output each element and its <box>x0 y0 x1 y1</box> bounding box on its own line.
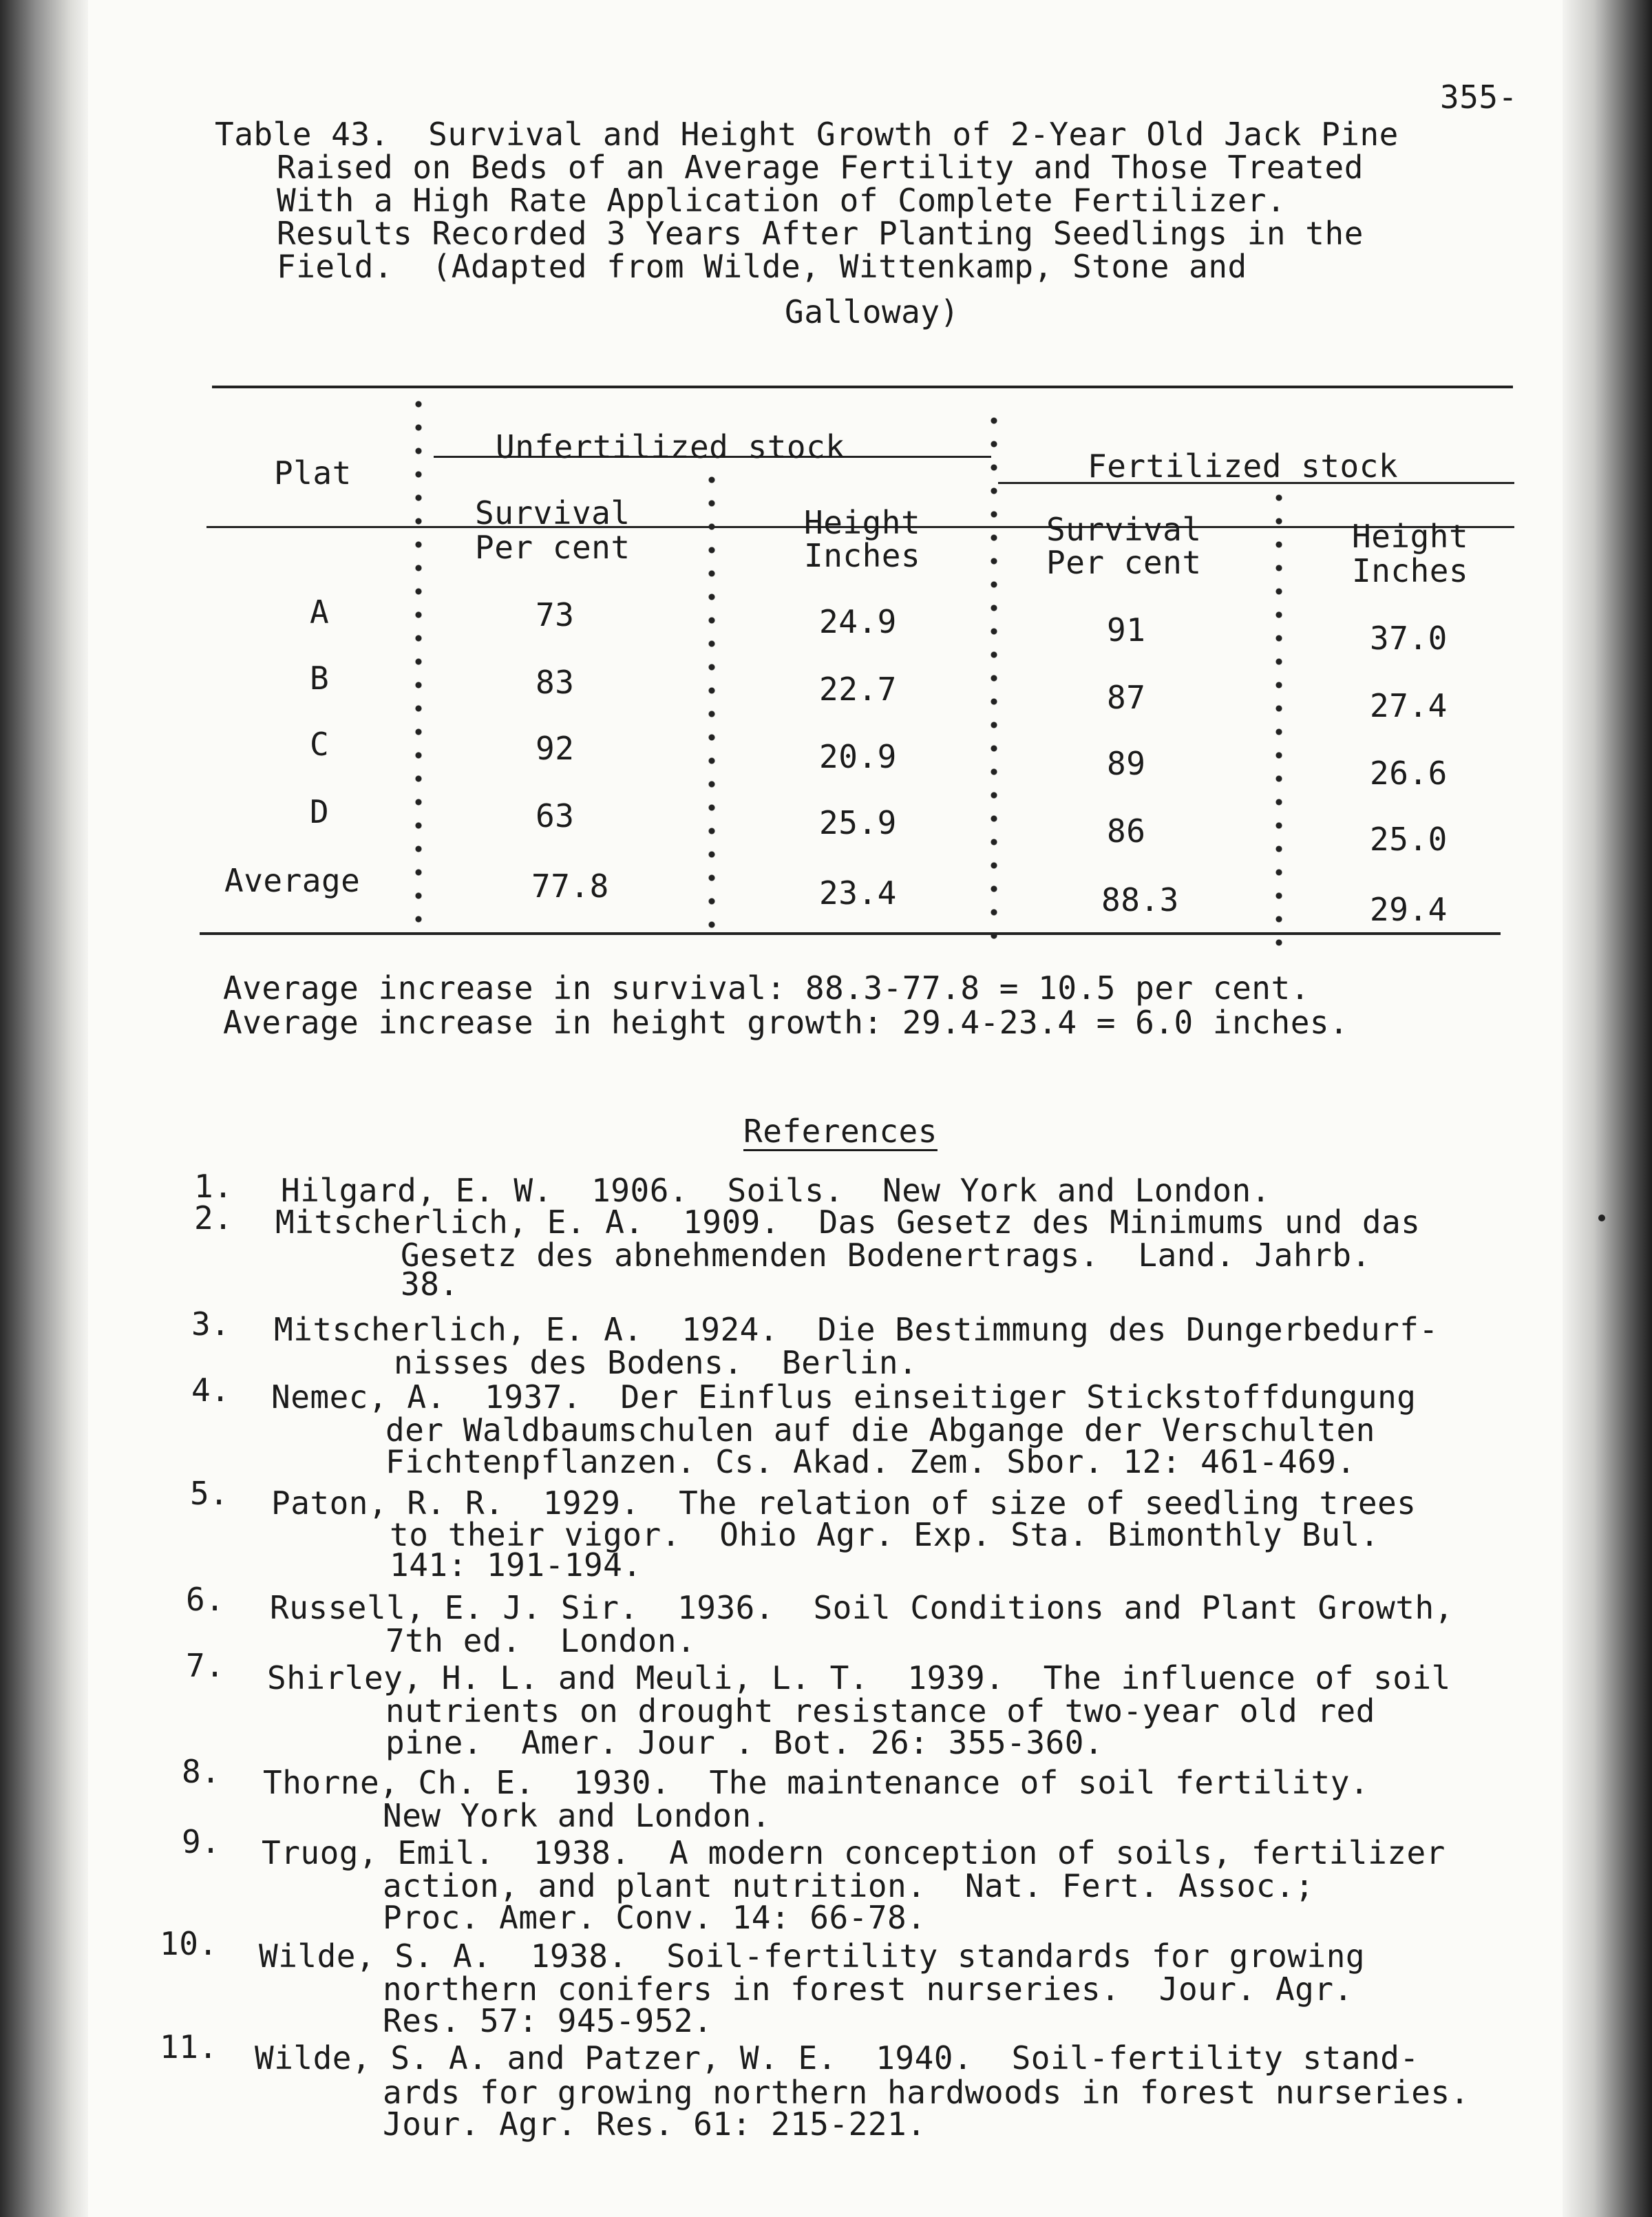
reference-10-line-1: Wilde, S. A. 1938. Soil-fertility standards for growing <box>259 1937 1366 1975</box>
caption-line-4: Results Recorded 3 Years After Planting Seedlings in the <box>277 215 1364 252</box>
header-fert-height: Height <box>1352 518 1469 555</box>
reference-4-line-2: der Waldbaumschulen auf die Abgange der Verschulten <box>385 1411 1375 1449</box>
header-unfert-survival: Survival <box>475 494 631 532</box>
row-a-unfert-survival: 73 <box>536 596 575 633</box>
reference-5-line-1: Paton, R. R. 1929. The relation of size of seedling trees <box>271 1484 1417 1522</box>
header-plat: Plat <box>274 454 352 492</box>
caption-line-2: Raised on Beds of an Average Fertility and Those Treated <box>277 149 1364 186</box>
references-heading: References <box>743 1113 938 1150</box>
reference-9-number: 9. <box>182 1823 221 1860</box>
row-d-fert-height: 25.0 <box>1370 821 1448 858</box>
column-separator <box>414 392 423 932</box>
reference-5-line-2: to their vigor. Ohio Agr. Exp. Sta. Bimonthly Bul. <box>390 1516 1379 1553</box>
row-b-plat: B <box>310 660 330 697</box>
row-d-unfert-height: 25.9 <box>819 804 897 841</box>
reference-10-number: 10. <box>160 1925 218 1962</box>
reference-8-line-1: Thorne, Ch. E. 1930. The maintenance of soil fertility. <box>263 1764 1370 1801</box>
caption-line-6: Galloway) <box>785 293 960 330</box>
reference-8-number: 8. <box>182 1753 221 1790</box>
header-unfert-height: Height <box>804 504 921 541</box>
header-fert-survival: Survival <box>1046 511 1202 548</box>
column-separator <box>708 468 716 932</box>
reference-3-line-1: Mitscherlich, E. A. 1924. Die Bestimmung des Dungerbedurf- <box>274 1311 1439 1348</box>
page-left-shadow <box>0 0 88 2217</box>
row-average-unfert-height: 23.4 <box>819 874 897 912</box>
reference-7-line-3: pine. Amer. Jour . Bot. 26: 355-360. <box>385 1724 1104 1761</box>
header-fertilized-stock: Fertilized stock <box>1088 448 1399 485</box>
reference-7-line-1: Shirley, H. L. and Meuli, L. T. 1939. The influence of soil <box>267 1659 1451 1696</box>
summary-height: Average increase in height growth: 29.4-23.4 = 6.0 inches. <box>223 1004 1349 1041</box>
reference-10-line-2: northern conifers in forest nurseries. Jour. Agr. <box>383 1971 1353 2008</box>
reference-3-line-2: nisses des Bodens. Berlin. <box>394 1344 918 1381</box>
row-a-fert-survival: 91 <box>1107 611 1146 649</box>
table-top-rule <box>212 386 1513 388</box>
header-fert-inches: Inches <box>1352 552 1469 589</box>
reference-9-line-1: Truog, Emil. 1938. A modern conception of soils, fertilizer <box>262 1834 1446 1871</box>
row-b-fert-height: 27.4 <box>1370 687 1448 724</box>
row-b-fert-survival: 87 <box>1107 679 1146 716</box>
row-average-fert-survival: 88.3 <box>1101 881 1179 918</box>
reference-11-line-1: Wilde, S. A. and Patzer, W. E. 1940. Soil-fertility stand- <box>255 2039 1419 2077</box>
column-separator <box>990 409 998 939</box>
column-separator <box>1275 486 1283 946</box>
reference-4-number: 4. <box>191 1372 231 1409</box>
reference-2-line-2: Gesetz des abnehmenden Bodenertrags. Land. Jahrb. <box>401 1237 1371 1274</box>
reference-9-line-2: action, and plant nutrition. Nat. Fert. Assoc.; <box>383 1867 1315 1904</box>
reference-6-number: 6. <box>186 1581 225 1618</box>
row-a-unfert-height: 24.9 <box>819 603 897 640</box>
reference-5-line-3: 141: 191-194. <box>390 1546 642 1584</box>
reference-4-line-1: Nemec, A. 1937. Der Einflus einseitiger Stickstoffdungung <box>271 1378 1417 1416</box>
reference-8-line-2: New York and London. <box>383 1797 771 1834</box>
reference-9-line-3: Proc. Amer. Conv. 14: 66-78. <box>383 1899 926 1936</box>
reference-1-number: 1. <box>194 1168 233 1205</box>
row-c-fert-survival: 89 <box>1107 745 1146 782</box>
row-d-fert-survival: 86 <box>1107 812 1146 850</box>
row-a-fert-height: 37.0 <box>1370 620 1448 657</box>
reference-6-line-2: 7th ed. London. <box>385 1622 697 1659</box>
page-right-shadow <box>1563 0 1652 2217</box>
row-d-plat: D <box>310 793 330 830</box>
row-d-unfert-survival: 63 <box>536 797 575 834</box>
row-b-unfert-height: 22.7 <box>819 671 897 708</box>
row-b-unfert-survival: 83 <box>536 664 575 701</box>
reference-6-line-1: Russell, E. J. Sir. 1936. Soil Conditions and Plant Growth, <box>270 1589 1454 1626</box>
row-average-plat: Average <box>224 862 361 899</box>
reference-2-line-3: 38. <box>401 1265 459 1303</box>
reference-5-number: 5. <box>190 1475 229 1512</box>
table-bottom-rule <box>200 932 1501 935</box>
caption-line-1: Table 43. Survival and Height Growth of 2-Year Old Jack Pine <box>215 116 1399 153</box>
summary-survival: Average increase in survival: 88.3-77.8 = 10.5 per cent. <box>223 969 1310 1007</box>
reference-2-line-1: Mitscherlich, E. A. 1909. Das Gesetz des Minimums und das <box>275 1204 1421 1241</box>
reference-7-number: 7. <box>186 1647 225 1684</box>
row-a-plat: A <box>310 593 330 631</box>
row-average-unfert-survival: 77.8 <box>531 868 609 905</box>
header-unfert-inches: Inches <box>804 537 921 574</box>
page-number: 355- <box>1440 78 1518 116</box>
reference-2-number: 2. <box>194 1199 233 1237</box>
caption-line-5: Field. (Adapted from Wilde, Wittenkamp, Stone and <box>277 248 1247 285</box>
row-c-unfert-height: 20.9 <box>819 738 897 775</box>
row-average-fert-height: 29.4 <box>1370 891 1448 928</box>
caption-line-3: With a High Rate Application of Complete Fertilizer. <box>277 182 1286 219</box>
margin-mark <box>1598 1215 1605 1221</box>
header-fert-percent: Per cent <box>1046 544 1202 581</box>
header-unfert-percent: Per cent <box>475 529 631 566</box>
header-unfertilized-stock: Unfertilized stock <box>496 428 845 465</box>
reference-11-line-3: Jour. Agr. Res. 61: 215-221. <box>383 2105 926 2143</box>
row-c-unfert-survival: 92 <box>536 730 575 767</box>
reference-3-number: 3. <box>191 1305 231 1343</box>
reference-1-line-1: Hilgard, E. W. 1906. Soils. New York and London. <box>281 1172 1271 1209</box>
row-c-plat: C <box>310 726 330 763</box>
reference-11-number: 11. <box>160 2028 218 2066</box>
reference-4-line-3: Fichtenpflanzen. Cs. Akad. Zem. Sbor. 12: 461-469. <box>385 1443 1356 1480</box>
reference-11-line-2: ards for growing northern hardwoods in forest nurseries. <box>383 2074 1470 2111</box>
row-c-fert-height: 26.6 <box>1370 755 1448 792</box>
reference-7-line-2: nutrients on drought resistance of two-year old red <box>385 1692 1375 1730</box>
reference-10-line-3: Res. 57: 945-952. <box>383 2002 713 2039</box>
